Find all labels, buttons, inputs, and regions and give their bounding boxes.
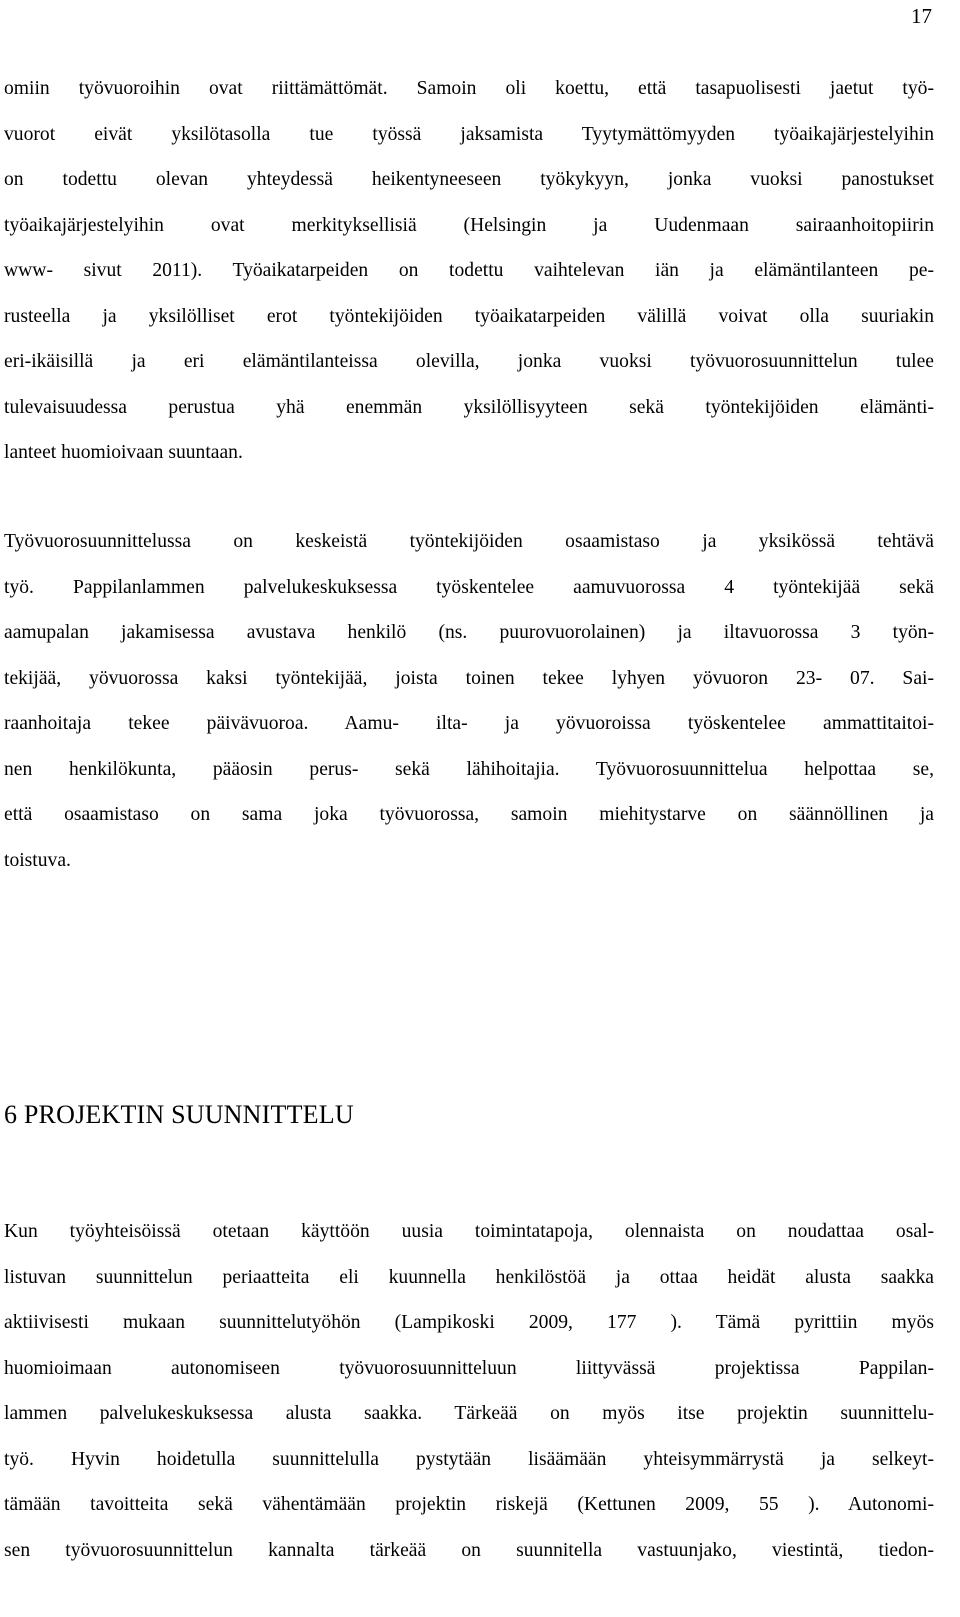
section-paragraph bbox=[4, 1209, 934, 1573]
text-line: lammen palvelukeskuksessa alusta saakka. Tärkeää on myös itse projektin suunnittelu- bbox=[4, 1403, 934, 1424]
body-paragraph-2 bbox=[4, 519, 934, 883]
text-line: nen henkilökunta, pääosin perus- sekä lähihoitajia. Työvuorosuunnittelua helpottaa se, bbox=[4, 758, 934, 780]
section-heading: 6 PROJEKTIN SUUNNITTELU bbox=[4, 1100, 354, 1129]
text-line: työ. Pappilanlammen palvelukeskuksessa työskentelee aamuvuorossa 4 työntekijää sekä bbox=[4, 576, 934, 598]
text-line: huomioimaan autonomiseen työvuorosuunnitteluun liittyvässä projektissa Pappilan- bbox=[4, 1357, 934, 1379]
text-line: lanteet huomioivaan suuntaan. bbox=[4, 442, 243, 463]
text-line: tulevaisuudessa perustua yhä enemmän yksilöllisyyteen sekä työntekijöiden elämänti- bbox=[4, 396, 934, 418]
text-line: Kun työyhteisöissä otetaan käyttöön uusia toimintatapoja, olennaista on noudattaa osal- bbox=[4, 1221, 934, 1242]
text-line: omiin työvuoroihin ovat riittämättömät. Samoin oli koettu, että tasapuolisesti jaetut työ- bbox=[4, 78, 934, 99]
body-paragraph-1 bbox=[4, 66, 934, 476]
text-line: tekijää, yövuorossa kaksi työntekijää, joista toinen tekee lyhyen yövuoron 23- 07. Sai- bbox=[4, 667, 934, 689]
text-line: työ. Hyvin hoidetulla suunnittelulla pystytään lisäämään yhteisymmärrystä ja selkeyt- bbox=[4, 1448, 934, 1470]
text-line: aamupalan jakamisessa avustava henkilö (ns. puurovuorolainen) ja iltavuorossa 3 työn- bbox=[4, 622, 934, 643]
text-line: tämään tavoitteita sekä vähentämään projektin riskejä (Kettunen 2009, 55 ). Autonomi- bbox=[4, 1494, 934, 1515]
text-line: että osaamistaso on sama joka työvuorossa, samoin miehitystarve on säännöllinen ja bbox=[4, 804, 934, 825]
text-line: listuvan suunnittelun periaatteita eli kuunnella henkilöstöä ja ottaa heidät alusta saakka bbox=[4, 1266, 934, 1288]
page-number: 17 bbox=[911, 4, 932, 28]
text-line: eri-ikäisillä ja eri elämäntilanteissa olevilla, jonka vuoksi työvuorosuunnittelun tulee bbox=[4, 351, 934, 372]
text-line: työaikajärjestelyihin ovat merkityksellisiä (Helsingin ja Uudenmaan sairaanhoitopiirin bbox=[4, 214, 934, 236]
text-line: on todettu olevan yhteydessä heikentyneeseen työkykyyn, jonka vuoksi panostukset bbox=[4, 169, 934, 190]
text-line: Työvuorosuunnittelussa on keskeistä työntekijöiden osaamistaso ja yksikössä tehtävä bbox=[4, 531, 934, 552]
text-line: toistuva. bbox=[4, 849, 71, 871]
text-line: vuorot eivät yksilötasolla tue työssä jaksamista Tyytymättömyyden työaikajärjestelyihin bbox=[4, 123, 934, 145]
text-line: sen työvuorosuunnittelun kannalta tärkeää on suunnitella vastuunjako, viestintä, tiedon- bbox=[4, 1539, 934, 1561]
text-line: rusteella ja yksilölliset erot työntekijöiden työaikatarpeiden välillä voivat olla suuriakin bbox=[4, 305, 934, 327]
text-line: aktiivisesti mukaan suunnittelutyöhön (Lampikoski 2009, 177 ). Tämä pyrittiin myös bbox=[4, 1312, 934, 1333]
text-line: www- sivut 2011). Työaikatarpeiden on todettu vaihtelevan iän ja elämäntilanteen pe- bbox=[4, 260, 934, 281]
text-line: raanhoitaja tekee päivävuoroa. Aamu- ilta- ja yövuoroissa työskentelee ammattitaitoi- bbox=[4, 713, 934, 734]
